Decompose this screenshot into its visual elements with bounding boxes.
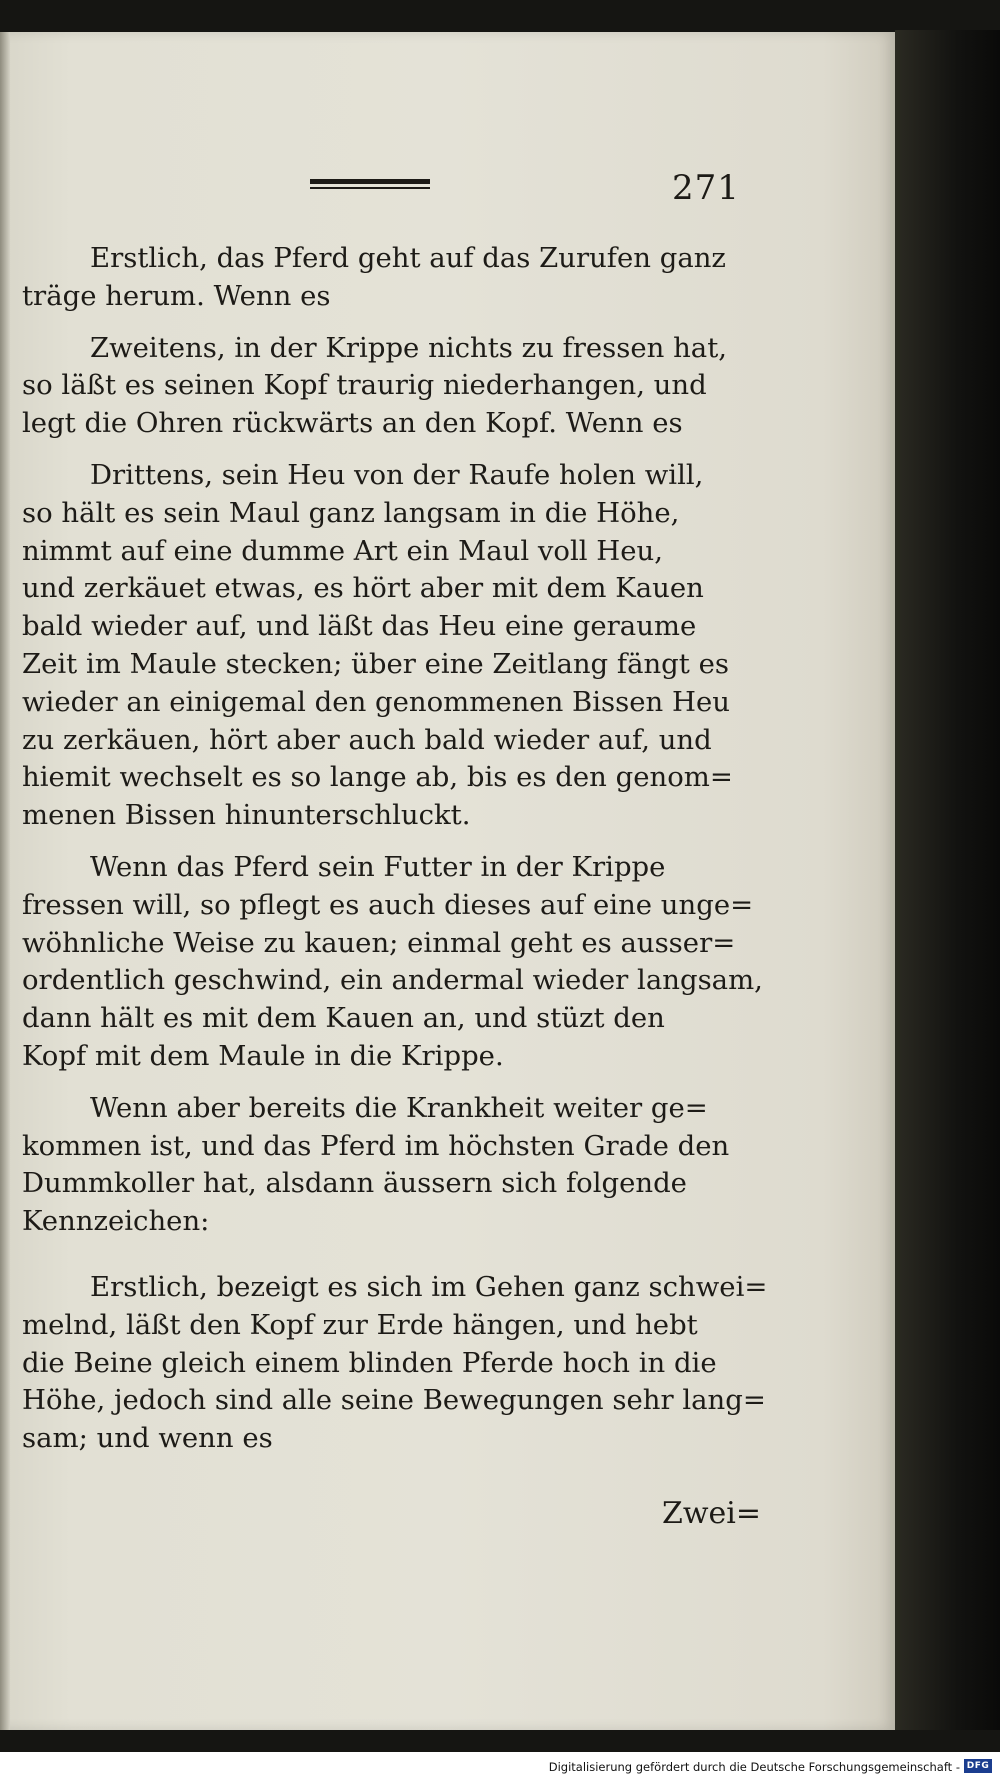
text-line: Dummkoller hat, alsdann äussern sich folgende xyxy=(22,1167,687,1200)
paragraph-6 xyxy=(22,1269,768,1458)
catchword: Zwei= xyxy=(662,1496,762,1531)
text-line: wieder an einigemal den genommenen Bissen Heu xyxy=(22,685,730,718)
page-edge-shadow xyxy=(895,30,1000,1730)
text-line: bald wieder auf, und läßt das Heu eine geraume xyxy=(22,610,697,643)
header-ornament-rule xyxy=(310,179,430,191)
text-line: hiemit wechselt es so lange ab, bis es den genom= xyxy=(22,761,733,794)
text-line: legt die Ohren rückwärts an den Kopf. Wenn es xyxy=(22,407,683,440)
page-number: 271 xyxy=(672,168,740,208)
text-line: menen Bissen hinunterschluckt. xyxy=(22,799,471,832)
text-line: Erstlich, bezeigt es sich im Gehen ganz schwei= xyxy=(90,1270,768,1303)
paragraph-1 xyxy=(22,240,744,316)
text-line: fressen will, so pflegt es auch dieses auf eine unge= xyxy=(22,888,754,921)
text-line: Kopf mit dem Maule in die Krippe. xyxy=(22,1039,504,1072)
text-line: melnd, läßt den Kopf zur Erde hängen, und hebt xyxy=(22,1308,698,1341)
paragraph-4 xyxy=(22,849,763,1076)
funding-credit: Digitalisierung gefördert durch die Deutsche Forschungsgemeinschaft - xyxy=(548,1760,960,1774)
page-gutter xyxy=(0,32,10,1730)
paragraph-3 xyxy=(22,457,744,835)
text-line: Erstlich, das Pferd geht auf das Zurufen ganz xyxy=(90,242,726,274)
text-line: die Beine gleich einem blinden Pferde hoch in die xyxy=(22,1346,717,1379)
text-line: so hält es sein Maul ganz langsam in die Höhe, xyxy=(22,496,680,529)
text-line: Zeit im Maule stecken; über eine Zeitlang fängt es xyxy=(22,647,729,680)
text-line: träge herum. Wenn es xyxy=(22,279,331,312)
header-rule-thick xyxy=(310,179,430,184)
text-line: und zerkäuet etwas, es hört aber mit dem Kauen xyxy=(22,572,704,605)
text-line: dann hält es mit dem Kauen an, und stüzt den xyxy=(22,1002,665,1035)
text-line: kommen ist, und das Pferd im höchsten Grade den xyxy=(22,1129,730,1162)
body-text xyxy=(22,240,768,1458)
dfg-logo: DFG xyxy=(964,1759,992,1773)
paragraph-2 xyxy=(22,330,744,443)
text-line: zu zerkäuen, hört aber auch bald wieder auf, und xyxy=(22,723,712,756)
text-line: Kennzeichen: xyxy=(22,1205,210,1238)
text-line: Zweitens, in der Krippe nichts zu fressen hat, xyxy=(90,331,727,364)
text-line: Wenn aber bereits die Krankheit weiter ge= xyxy=(90,1091,708,1124)
text-line: Wenn das Pferd sein Futter in der Krippe xyxy=(90,850,666,883)
text-line: ordentlich geschwind, ein andermal wieder langsam, xyxy=(22,964,763,997)
text-line: sam; und wenn es xyxy=(22,1422,273,1455)
text-line: nimmt auf eine dumme Art ein Maul voll Heu, xyxy=(22,534,664,567)
paragraph-5 xyxy=(22,1090,744,1241)
text-line: Drittens, sein Heu von der Raufe holen will, xyxy=(90,458,704,491)
text-line: so läßt es seinen Kopf traurig niederhangen, und xyxy=(22,369,707,402)
text-line: Höhe, jedoch sind alle seine Bewegungen sehr lang= xyxy=(22,1384,766,1417)
text-line: wöhnliche Weise zu kauen; einmal geht es ausser= xyxy=(22,926,736,959)
header-rule-thin xyxy=(310,187,430,189)
